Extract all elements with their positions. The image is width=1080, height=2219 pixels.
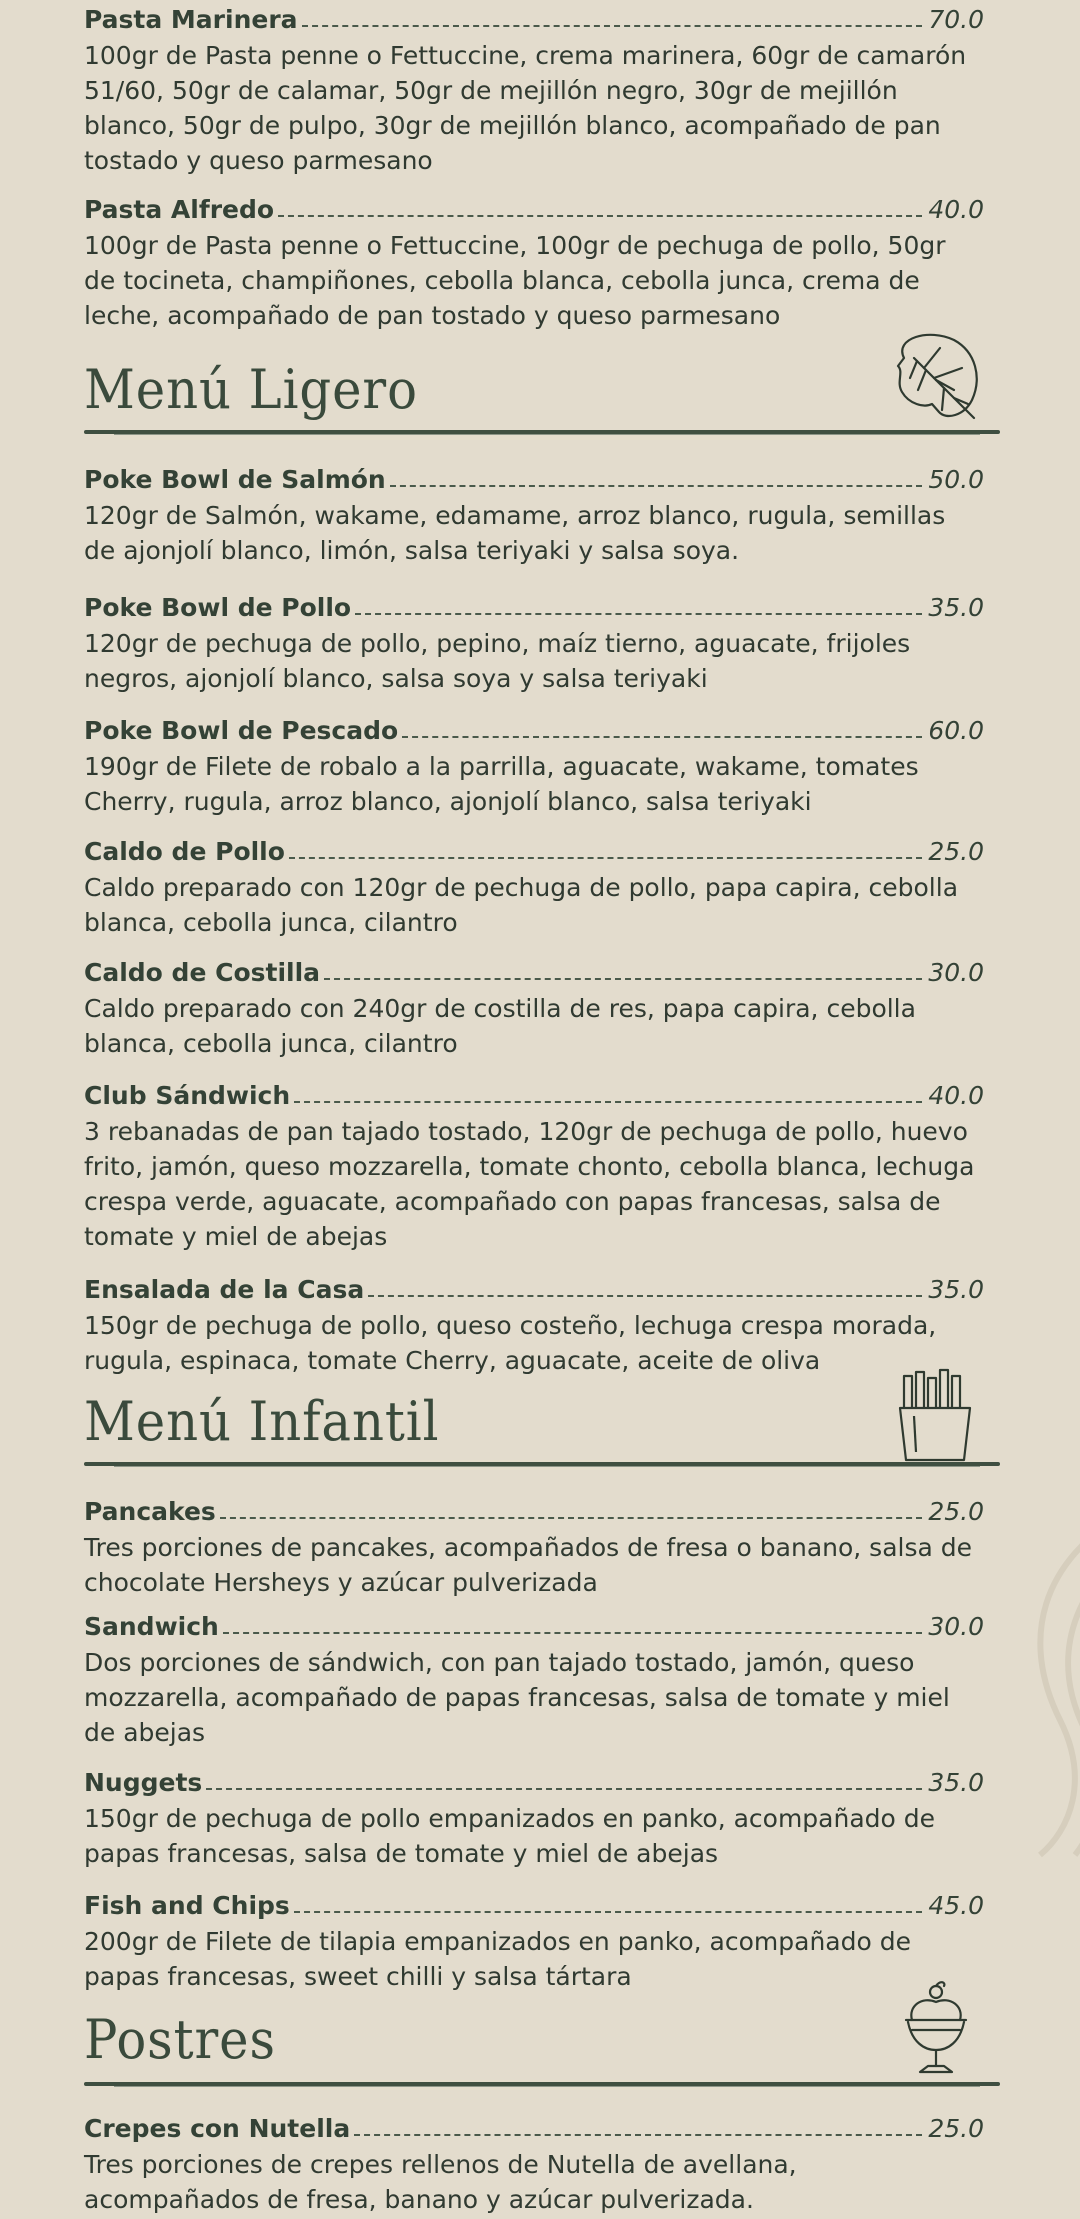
dotted-leader [354,2134,922,2136]
section-title: Postres [84,2008,276,2071]
menu-item-caldo-pollo [84,832,984,940]
item-description: 120gr de pechuga de pollo, pepino, maíz tierno, aguacate, frijoles negros, ajonjolí blanco, salsa soya y salsa teriyaki [84,629,911,693]
item-price: 35.0 [928,593,984,622]
menu-item-poke-bowl-salmon [84,460,984,568]
dotted-leader [302,25,923,27]
item-price: 25.0 [928,2114,984,2143]
item-price: 25.0 [928,1497,984,1526]
item-price: 30.0 [928,1612,984,1641]
item-name: Fish and Chips [84,1891,290,1920]
item-description: Tres porciones de crepes rellenos de Nutella de avellana, acompañados de fresa, banano y azúcar pulverizada. [84,2150,797,2214]
section-header-menu-ligero [84,358,1000,438]
item-description: 150gr de pechuga de pollo empanizados en panko, acompañado de papas francesas, salsa de tomate y miel de abejas [84,1804,936,1868]
item-price: 40.0 [928,1081,984,1110]
menu-item-sandwich [84,1607,984,1750]
section-header-menu-infantil [84,1390,1000,1470]
item-description: 120gr de Salmón, wakame, edamame, arroz blanco, rugula, semillas de ajonjolí blanco, limón, salsa teriyaki y salsa soya. [84,501,946,565]
dotted-leader [220,1517,923,1519]
item-price: 50.0 [928,465,984,494]
menu-item-fish-and-chips [84,1886,984,1994]
dotted-leader [294,1101,922,1103]
background-swirl-decoration [980,1500,1080,1860]
menu-item-poke-bowl-pescado [84,711,984,819]
menu-item-crepes-nutella [84,2109,984,2217]
item-name: Crepes con Nutella [84,2114,351,2143]
ice-cream-sundae-icon [898,1980,974,2078]
item-description: Dos porciones de sándwich, con pan tajado tostado, jamón, queso mozzarella, acompañado de papas francesas, salsa de tomate y miel de abejas [84,1648,950,1747]
item-description: 100gr de Pasta penne o Fettuccine, 100gr de pechuga de pollo, 50gr de tocineta, champiñones, cebolla blanca, cebolla junca, crema de leche, acompañado de pan tostado y queso parmesano [84,231,946,330]
dotted-leader [402,736,922,738]
item-name: Poke Bowl de Salmón [84,465,386,494]
item-name: Caldo de Costilla [84,958,321,987]
dotted-leader [368,1295,922,1297]
item-description: 100gr de Pasta penne o Fettuccine, crema marinera, 60gr de camarón 51/60, 50gr de calamar, 50gr de mejillón negro, 30gr de mejillón blanco, 50gr de pulpo, 30gr de mejillón blanco, acompañado de pan tostado y queso parmesano [84,41,967,175]
menu-item-ensalada-casa [84,1270,984,1378]
dotted-leader [294,1911,923,1913]
item-name: Pasta Alfredo [84,195,275,224]
item-description: 200gr de Filete de tilapia empanizados en panko, acompañado de papas francesas, sweet chilli y salsa tártara [84,1927,911,1991]
item-name: Caldo de Pollo [84,837,285,866]
menu-item-poke-bowl-pollo [84,588,984,696]
item-name: Club Sándwich [84,1081,291,1110]
item-price: 30.0 [928,958,984,987]
menu-item-pancakes [84,1492,984,1600]
menu-item-pasta-alfredo [84,190,984,333]
french-fries-icon [892,1368,978,1464]
item-price: 60.0 [928,716,984,745]
item-price: 70.0 [928,5,984,34]
menu-item-pasta-marinera [84,0,984,178]
menu-item-caldo-costilla [84,953,984,1061]
dotted-leader [223,1632,922,1634]
item-price: 40.0 [928,195,984,224]
item-name: Ensalada de la Casa [84,1275,365,1304]
item-name: Poke Bowl de Pescado [84,716,399,745]
item-name: Sandwich [84,1612,219,1641]
item-description: 190gr de Filete de robalo a la parrilla, aguacate, wakame, tomates Cherry, rugula, arroz blanco, ajonjolí blanco, salsa teriyaki [84,752,919,816]
item-description: Caldo preparado con 120gr de pechuga de pollo, papa capira, cebolla blanca, cebolla junca, cilantro [84,873,959,937]
section-divider [84,2082,1000,2086]
item-price: 45.0 [928,1891,984,1920]
section-title: Menú Infantil [84,1390,440,1453]
dotted-leader [324,978,922,980]
menu-item-nuggets [84,1763,984,1871]
dotted-leader [390,485,923,487]
section-divider [84,1462,1000,1466]
item-description: 150gr de pechuga de pollo, queso costeño, lechuga crespa morada, rugula, espinaca, tomate Cherry, aguacate, aceite de oliva [84,1311,937,1375]
item-description: Caldo preparado con 240gr de costilla de res, papa capira, cebolla blanca, cebolla junca, cilantro [84,994,916,1058]
dotted-leader [206,1788,922,1790]
item-name: Nuggets [84,1768,203,1797]
menu-item-club-sandwich [84,1076,984,1254]
item-name: Pancakes [84,1497,216,1526]
item-price: 25.0 [928,837,984,866]
section-header-postres [84,2008,1000,2088]
dotted-leader [278,215,922,217]
dotted-leader [355,613,922,615]
item-name: Poke Bowl de Pollo [84,593,352,622]
section-title: Menú Ligero [84,358,418,421]
item-description: Tres porciones de pancakes, acompañados de fresa o banano, salsa de chocolate Hersheys y azúcar pulverizada [84,1533,973,1597]
section-divider [84,430,1000,434]
item-description: 3 rebanadas de pan tajado tostado, 120gr de pechuga de pollo, huevo frito, jamón, queso mozzarella, tomate chonto, cebolla blanca, lechuga crespa verde, aguacate, acompañado con papas francesas, salsa de tomate y miel de abejas [84,1117,975,1251]
dotted-leader [289,857,922,859]
item-price: 35.0 [928,1275,984,1304]
monstera-leaf-icon [884,328,984,428]
item-price: 35.0 [928,1768,984,1797]
item-name: Pasta Marinera [84,5,298,34]
